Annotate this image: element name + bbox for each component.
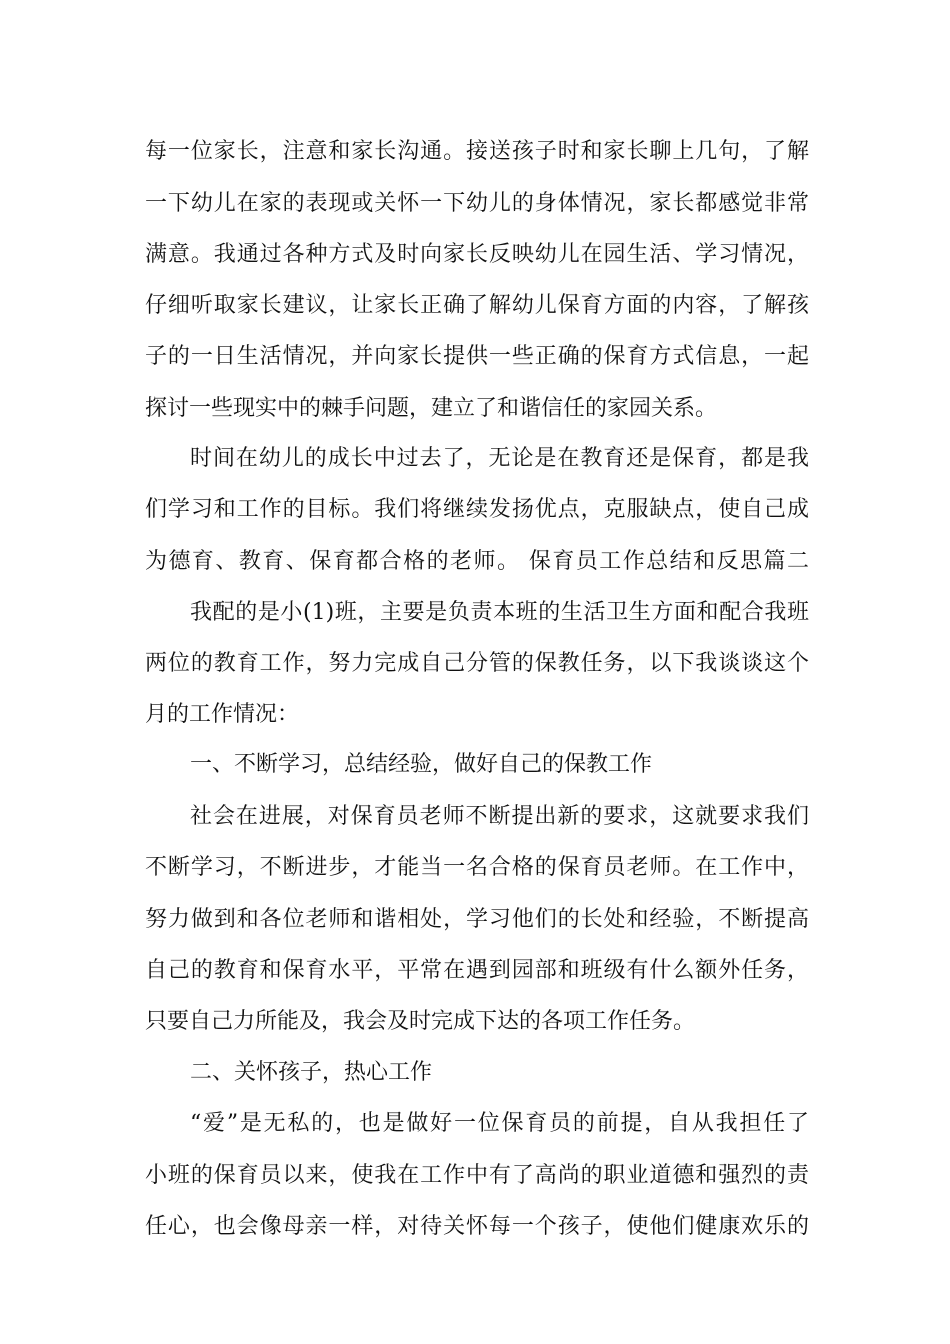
text-line: 只要自己力所能及，我会及时完成下达的各项工作任务。: [145, 1009, 696, 1034]
text-line: 仔细听取家长建议，让家长正确了解幼儿保育方面的内容，了解孩: [145, 293, 809, 318]
text-line: 探讨一些现实中的棘手问题，建立了和谐信任的家园关系。: [145, 396, 718, 421]
section-heading: 一、不断学习，总结经验，做好自己的保教工作: [190, 752, 653, 777]
text-line: 时间在幼儿的成长中过去了，无论是在教育还是保育，都是我: [190, 446, 809, 471]
text-line: 我配的是小(1)班，主要是负责本班的生活卫生方面和配合我班: [190, 600, 809, 625]
text-line: 努力做到和各位老师和谐相处，学习他们的长处和经验，不断提高: [145, 907, 809, 932]
text-line: 子的一日生活情况，并向家长提供一些正确的保育方式信息，一起: [145, 344, 809, 369]
text-line: 自己的教育和保育水平，平常在遇到园部和班级有什么额外任务，: [145, 958, 809, 983]
text-line: 小班的保育员以来，使我在工作中有了高尚的职业道德和强烈的责: [145, 1163, 809, 1188]
section-heading: 二、关怀孩子，热心工作: [190, 1060, 433, 1085]
text-line: 不断学习，不断进步，才能当一名合格的保育员老师。在工作中，: [145, 855, 809, 880]
text-line: 两位的教育工作，努力完成自己分管的保教任务，以下我谈谈这个: [145, 651, 809, 676]
text-line: 每一位家长，注意和家长沟通。接送孩子时和家长聊上几句，了解: [145, 139, 809, 164]
text-line: 为德育、教育、保育都合格的老师。 保育员工作总结和反思篇二: [145, 549, 809, 574]
text-line: 们学习和工作的目标。我们将继续发扬优点，克服缺点，使自己成: [145, 497, 809, 522]
text-line: 月的工作情况：: [145, 702, 300, 727]
text-line: 社会在进展，对保育员老师不断提出新的要求，这就要求我们: [190, 804, 809, 829]
text-line: 任心，也会像母亲一样，对待关怀每一个孩子，使他们健康欢乐的: [145, 1214, 809, 1239]
text-line: 一下幼儿在家的表现或关怀一下幼儿的身体情况，家长都感觉非常: [145, 191, 809, 216]
text-line: 满意。我通过各种方式及时向家长反映幼儿在园生活、学习情况，: [145, 242, 809, 267]
text-line: “爱”是无私的，也是做好一位保育员的前提，自从我担任了: [190, 1111, 809, 1136]
